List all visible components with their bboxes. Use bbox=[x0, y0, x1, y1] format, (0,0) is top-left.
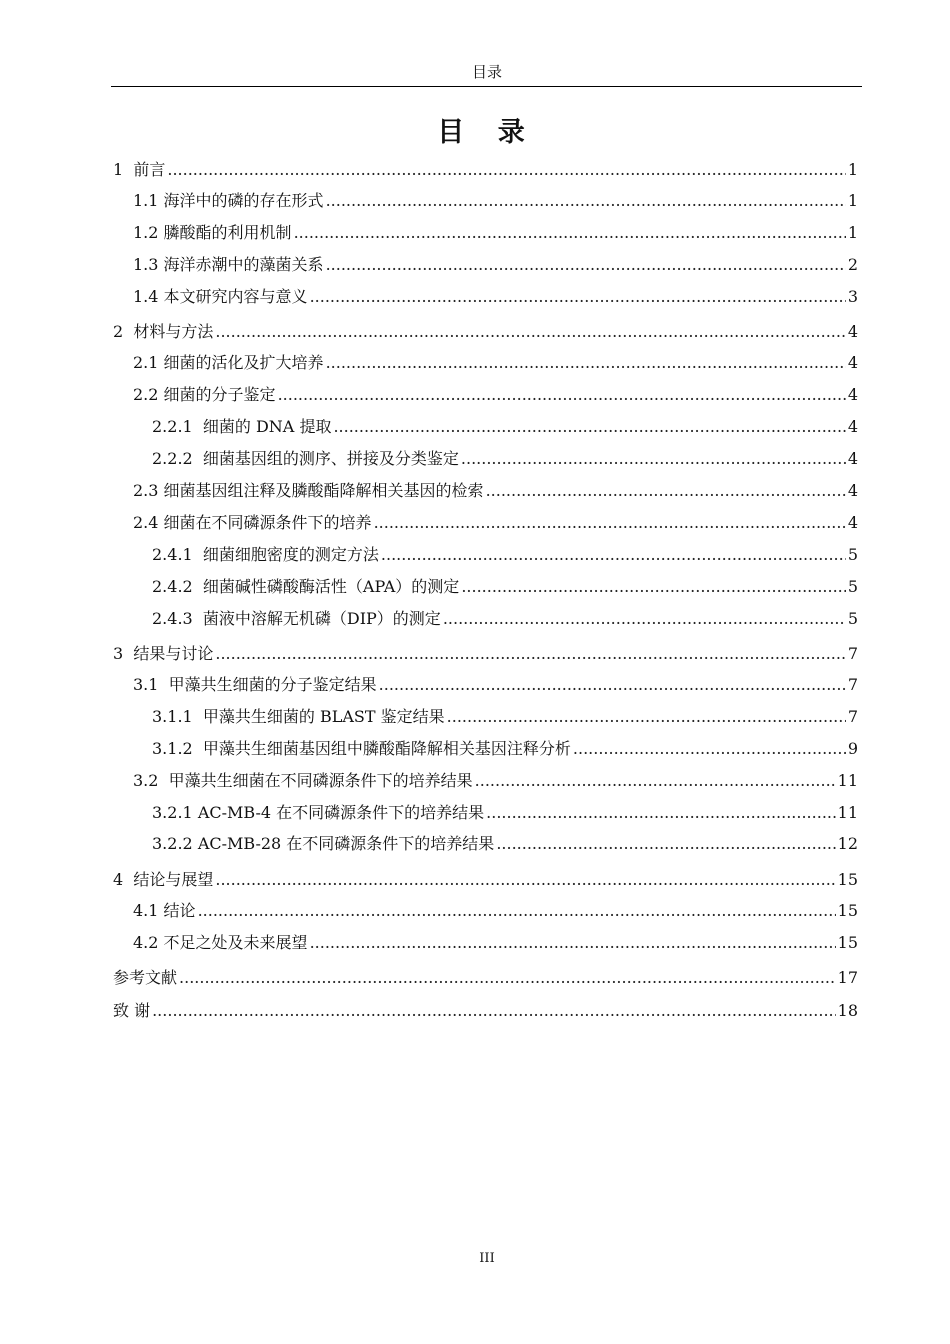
toc-leader-dots bbox=[167, 160, 845, 180]
toc-leader-dots bbox=[573, 739, 846, 759]
toc-entry-title: 前言 bbox=[133, 160, 166, 179]
toc-entry-title: 结果与讨论 bbox=[133, 644, 214, 663]
toc-entry-page: 12 bbox=[837, 834, 858, 853]
toc-entry-title: 细菌细胞密度的测定方法 bbox=[202, 545, 379, 564]
toc-entry-page: 1 bbox=[847, 191, 858, 210]
toc-entry-number: 2.4.3 bbox=[152, 609, 193, 628]
toc-leader-dots bbox=[326, 255, 846, 275]
toc-entry-page: 9 bbox=[847, 739, 858, 758]
toc-entry[interactable] bbox=[133, 513, 858, 533]
toc-entry-title: 本文研究内容与意义 bbox=[163, 287, 308, 306]
toc-entry-number: 4.2 bbox=[133, 933, 159, 952]
toc-leader-dots bbox=[215, 644, 845, 664]
toc-entry-page: 4 bbox=[847, 322, 858, 341]
toc-entry-title: 细菌的分子鉴定 bbox=[163, 385, 276, 404]
toc-entry-page: 7 bbox=[847, 707, 858, 726]
toc-entry[interactable] bbox=[152, 834, 858, 854]
toc-entry-title: 致 谢 bbox=[113, 1001, 151, 1020]
toc-entry-title: 不足之处及未来展望 bbox=[163, 933, 308, 952]
toc-entry-number: 2.3 bbox=[133, 481, 159, 500]
toc-leader-dots bbox=[215, 322, 845, 342]
toc-entry-page: 4 bbox=[847, 449, 858, 468]
toc-entry-number: 2.2.2 bbox=[152, 449, 193, 468]
toc-entry-page: 4 bbox=[847, 353, 858, 372]
toc-entry-title: 细菌的活化及扩大培养 bbox=[163, 353, 324, 372]
toc-entry-number: 3.1 bbox=[133, 675, 159, 694]
toc-entry-number: 3.2.2 bbox=[152, 834, 193, 853]
toc-leader-dots bbox=[326, 191, 846, 211]
toc-entry-title: 甲藻共生细菌基因组中膦酸酯降解相关基因注释分析 bbox=[202, 739, 571, 758]
toc-entry[interactable] bbox=[133, 385, 858, 405]
toc-entry-title: 膦酸酯的利用机制 bbox=[163, 223, 292, 242]
page-title: 目 录 bbox=[437, 117, 537, 148]
toc-entry-title: 甲藻共生细菌在不同磷源条件下的培养结果 bbox=[168, 771, 473, 790]
toc-entry-page: 15 bbox=[837, 901, 858, 920]
toc-entry-page: 4 bbox=[847, 481, 858, 500]
toc-entry-title: 海洋中的磷的存在形式 bbox=[163, 191, 324, 210]
toc-entry-number: 3.2.1 bbox=[152, 803, 193, 822]
toc-leader-dots bbox=[486, 803, 836, 823]
toc-entry-title: 结论 bbox=[163, 901, 196, 920]
toc-entry[interactable] bbox=[152, 707, 858, 727]
toc-entry[interactable] bbox=[133, 771, 858, 791]
toc-entry-number: 4 bbox=[113, 870, 124, 889]
toc-leader-dots bbox=[486, 481, 846, 501]
toc-entry-number: 1.1 bbox=[133, 191, 159, 210]
toc-entry[interactable] bbox=[133, 353, 858, 373]
toc-leader-dots bbox=[326, 353, 846, 373]
toc-entry-number: 1.4 bbox=[133, 287, 159, 306]
toc-entry-number: 2.4.1 bbox=[152, 545, 193, 564]
toc-leader-dots bbox=[294, 223, 846, 243]
toc-entry-page: 7 bbox=[847, 675, 858, 694]
toc-entry-page: 4 bbox=[847, 417, 858, 436]
toc-entry-page: 11 bbox=[837, 803, 858, 822]
toc-entry-page: 4 bbox=[847, 513, 858, 532]
toc-entry-title: 细菌在不同磷源条件下的培养 bbox=[163, 513, 372, 532]
toc-leader-dots bbox=[379, 675, 846, 695]
toc-entry-title: AC-MB-4 在不同磷源条件下的培养结果 bbox=[197, 803, 485, 822]
toc-entry[interactable] bbox=[152, 803, 858, 823]
toc-leader-dots bbox=[443, 609, 846, 629]
toc-entry-number: 3.2 bbox=[133, 771, 159, 790]
toc-entry-title: 参考文献 bbox=[113, 968, 178, 987]
toc-entry[interactable] bbox=[113, 968, 858, 988]
toc-entry-number: 2.1 bbox=[133, 353, 159, 372]
toc-entry[interactable] bbox=[133, 481, 858, 501]
toc-leader-dots bbox=[447, 707, 846, 727]
toc-entry-number: 2.4.2 bbox=[152, 577, 193, 596]
toc-entry-page: 1 bbox=[847, 223, 858, 242]
toc-entry-number: 2.2.1 bbox=[152, 417, 193, 436]
toc-leader-dots bbox=[496, 834, 835, 854]
toc-entry[interactable] bbox=[113, 160, 858, 180]
toc-entry-page: 15 bbox=[837, 870, 858, 889]
toc-entry-number: 4.1 bbox=[133, 901, 159, 920]
toc-leader-dots bbox=[381, 545, 846, 565]
toc-entry[interactable] bbox=[133, 901, 858, 921]
toc-leader-dots bbox=[198, 901, 836, 921]
toc-entry[interactable] bbox=[152, 417, 858, 437]
toc-entry-title: 细菌碱性磷酸酶活性（APA）的测定 bbox=[202, 577, 460, 596]
toc-entry[interactable] bbox=[133, 675, 858, 695]
toc-entry[interactable] bbox=[133, 223, 858, 243]
toc-entry-title: 细菌基因组注释及膦酸酯降解相关基因的检索 bbox=[163, 481, 484, 500]
toc-leader-dots bbox=[461, 577, 846, 597]
toc-entry[interactable] bbox=[113, 322, 858, 342]
toc-entry-number: 3.1.1 bbox=[152, 707, 193, 726]
toc-entry[interactable] bbox=[152, 609, 858, 629]
toc-leader-dots bbox=[215, 870, 835, 890]
toc-entry-page: 15 bbox=[837, 933, 858, 952]
toc-entry-title: 甲藻共生细菌的 BLAST 鉴定结果 bbox=[202, 707, 445, 726]
toc-entry-page: 5 bbox=[847, 577, 858, 596]
toc-entry-title: 结论与展望 bbox=[133, 870, 214, 889]
toc-leader-dots bbox=[310, 287, 846, 307]
toc-leader-dots bbox=[333, 417, 845, 437]
toc-entry-page: 4 bbox=[847, 385, 858, 404]
toc-entry-page: 1 bbox=[847, 160, 858, 179]
toc-entry-number: 2.2 bbox=[133, 385, 159, 404]
toc-entry-number: 1 bbox=[113, 160, 124, 179]
toc-leader-dots bbox=[374, 513, 846, 533]
toc-leader-dots bbox=[278, 385, 846, 405]
toc-entry-number: 3.1.2 bbox=[152, 739, 193, 758]
toc-entry-number: 2.4 bbox=[133, 513, 159, 532]
toc-entry-title: 材料与方法 bbox=[133, 322, 214, 341]
toc-entry-page: 3 bbox=[847, 287, 858, 306]
toc-entry[interactable] bbox=[113, 644, 858, 664]
toc-leader-dots bbox=[152, 1001, 836, 1021]
page-number: III bbox=[479, 1251, 495, 1266]
toc-entry-page: 7 bbox=[847, 644, 858, 663]
toc-entry-title: 海洋赤潮中的藻菌关系 bbox=[163, 255, 324, 274]
toc-entry-page: 5 bbox=[847, 545, 858, 564]
toc-entry[interactable] bbox=[133, 933, 858, 953]
toc-entry-number: 1.2 bbox=[133, 223, 159, 242]
toc-entry[interactable] bbox=[113, 870, 858, 890]
toc-entry-page: 18 bbox=[837, 1001, 858, 1020]
toc-entry[interactable] bbox=[113, 1001, 858, 1021]
toc-entry[interactable] bbox=[133, 191, 858, 211]
toc-entry-title: 菌液中溶解无机磷（DIP）的测定 bbox=[202, 609, 441, 628]
toc-entry-title: 细菌的 DNA 提取 bbox=[202, 417, 332, 436]
toc-entry-number: 1.3 bbox=[133, 255, 159, 274]
toc-entry-page: 17 bbox=[837, 968, 858, 987]
toc-entry-page: 5 bbox=[847, 609, 858, 628]
toc-entry-page: 11 bbox=[837, 771, 858, 790]
toc-entry-title: 甲藻共生细菌的分子鉴定结果 bbox=[168, 675, 377, 694]
toc-leader-dots bbox=[179, 968, 836, 988]
toc-entry[interactable] bbox=[152, 545, 858, 565]
toc-entry-title: 细菌基因组的测序、拼接及分类鉴定 bbox=[202, 449, 459, 468]
toc-leader-dots bbox=[461, 449, 846, 469]
toc-entry[interactable] bbox=[133, 255, 858, 275]
toc-entry-page: 2 bbox=[847, 255, 858, 274]
toc-entry[interactable] bbox=[152, 449, 858, 469]
toc-entry[interactable] bbox=[152, 577, 858, 597]
toc-entry-title: AC-MB-28 在不同磷源条件下的培养结果 bbox=[197, 834, 495, 853]
toc-entry[interactable] bbox=[152, 739, 858, 759]
toc-entry-number: 3 bbox=[113, 644, 124, 663]
running-header: 目录 bbox=[471, 63, 502, 81]
toc-leader-dots bbox=[475, 771, 836, 791]
toc-leader-dots bbox=[310, 933, 836, 953]
toc-entry-number: 2 bbox=[113, 322, 124, 341]
toc-entry[interactable] bbox=[133, 287, 858, 307]
